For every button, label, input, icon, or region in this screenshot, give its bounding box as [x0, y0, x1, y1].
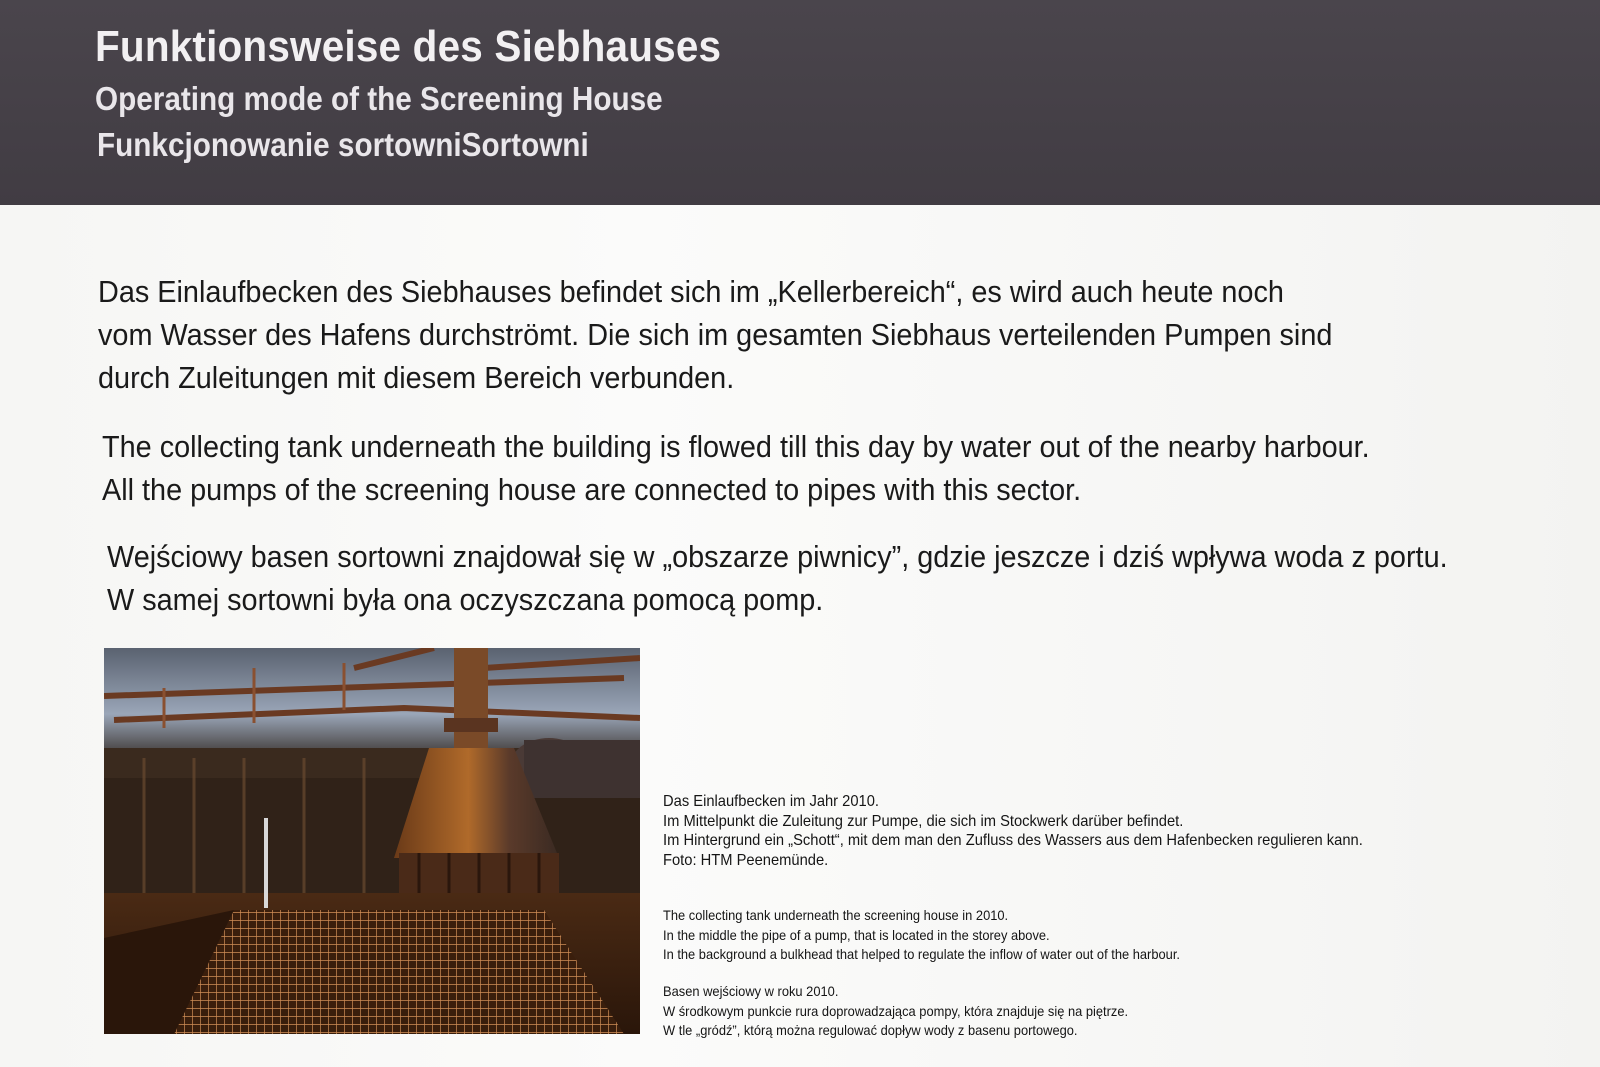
tank-photo — [104, 648, 640, 1034]
paragraph-line: Wejściowy basen sortowni znajdował się w „obszarze piwnicy”, gdzie jeszcze i dziś wpływa woda z portu. — [107, 539, 1448, 574]
caption-english — [663, 906, 1180, 965]
paragraph-line: vom Wasser des Hafens durchströmt. Die sich im gesamten Siebhaus verteilenden Pumpen sind — [98, 317, 1333, 352]
caption-line: W tle „gródź”, którą można regulować dopływ wody z basenu portowego. — [663, 1022, 1078, 1038]
sign-subtitle-polish: Funkcjonowanie sortowniSortowni — [97, 126, 589, 163]
paragraph-line: The collecting tank underneath the building is flowed till this day by water out of the nearby harbour. — [102, 429, 1370, 464]
caption-line: Das Einlaufbecken im Jahr 2010. — [663, 793, 880, 810]
sign-header — [0, 0, 1600, 205]
caption-line: W środkowym punkcie rura doprowadzająca pompy, która znajduje się na piętrze. — [663, 1002, 1129, 1019]
paragraph-german — [98, 270, 1332, 399]
sign-title: Funktionsweise des Siebhauses — [95, 22, 722, 71]
caption-line: In the middle the pipe of a pump, that is located in the storey above. — [663, 926, 1050, 943]
caption-line: Im Mittelpunkt die Zuleitung zur Pumpe, die sich im Stockwerk darüber befindet. — [663, 812, 1184, 830]
tank-photo-illustration — [104, 648, 640, 1034]
paragraph-line: Das Einlaufbecken des Siebhauses befindet sich im „Kellerbereich“, es wird auch heute noch — [98, 274, 1284, 309]
sign-subtitle-english: Operating mode of the Screening House — [95, 80, 663, 117]
paragraph-line: All the pumps of the screening house are connected to pipes with this sector. — [102, 472, 1082, 507]
caption-line: In the background a bulkhead that helped to regulate the inflow of water out of the harbour. — [663, 946, 1180, 962]
caption-polish — [663, 982, 1128, 1041]
paragraph-line: durch Zuleitungen mit diesem Bereich verbunden. — [98, 360, 735, 395]
caption-line: Basen wejściowy w roku 2010. — [663, 983, 839, 999]
caption-line: The collecting tank underneath the screening house in 2010. — [663, 907, 1009, 923]
caption-line: Foto: HTM Peenemünde. — [663, 851, 829, 869]
paragraph-line: W samej sortowni była ona oczyszczana pomocą pomp. — [107, 582, 824, 617]
caption-german — [663, 792, 1363, 870]
caption-line: Im Hintergrund ein „Schott“, mit dem man den Zufluss des Wassers aus dem Hafenbecken regulieren kann. — [663, 832, 1363, 849]
paragraph-polish — [107, 535, 1448, 621]
paragraph-english — [102, 425, 1370, 511]
